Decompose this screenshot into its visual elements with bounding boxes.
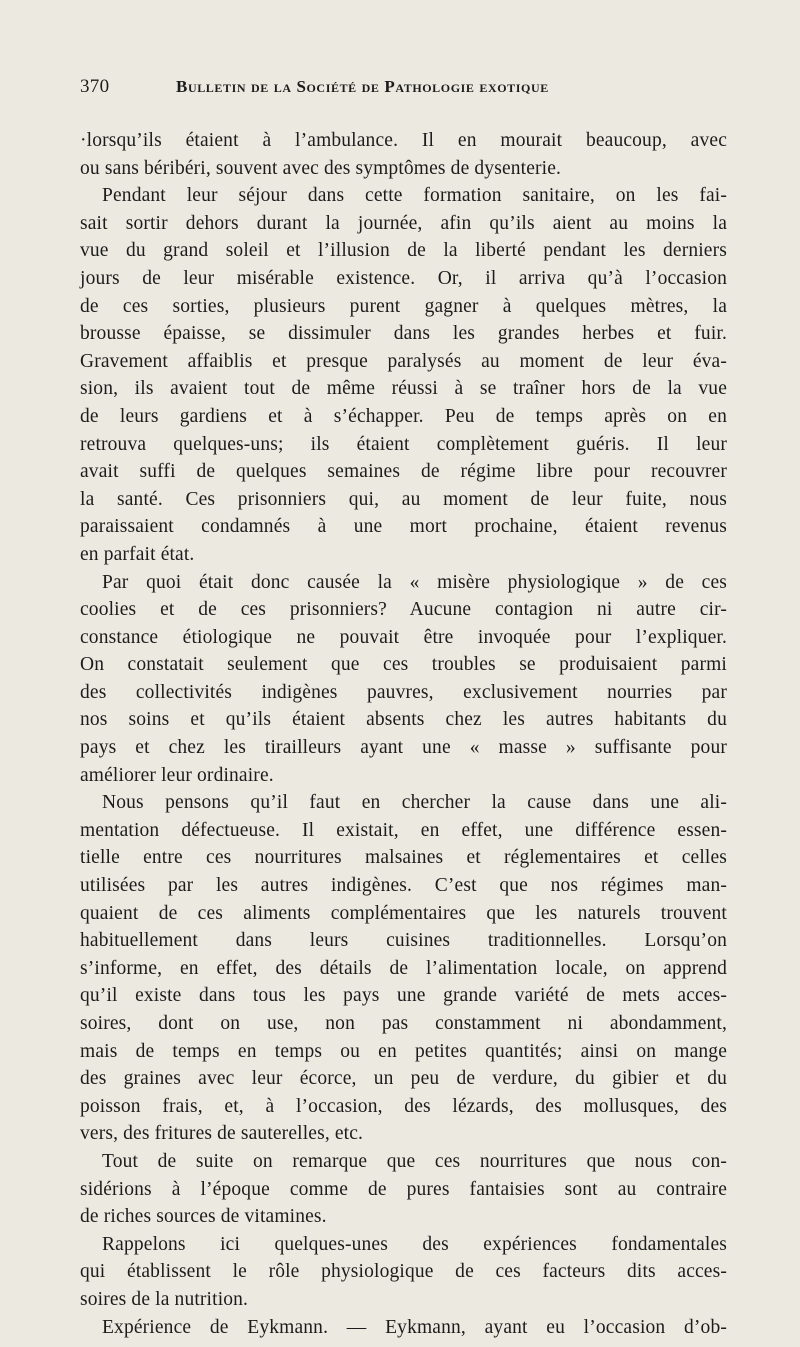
text-line: tielle entre ces nourritures malsaines et réglementaires et celles bbox=[80, 847, 727, 869]
text-line: paraissaient condamnés à une mort prochaine, étaient revenus bbox=[80, 516, 727, 538]
text-line: ·lorsqu’ils étaient à l’ambulance. Il en mourait beaucoup, avec bbox=[80, 130, 727, 151]
text-line: sidérions à l’époque comme de pures fantaisies sont au contraire bbox=[80, 1178, 727, 1200]
text-line: Par quoi était donc causée la « misère physiologique » de ces bbox=[102, 571, 727, 593]
text-line: des graines avec leur écorce, un peu de verdure, du gibier et du bbox=[80, 1068, 727, 1090]
text-line: Gravement affaiblis et presque paralysés au moment de leur éva- bbox=[80, 350, 727, 372]
text-line: vers, des fritures de sauterelles, etc. bbox=[80, 1123, 364, 1145]
text-line: coolies et de ces prisonniers? Aucune contagion ni autre cir- bbox=[80, 599, 727, 621]
text-line: retrouva quelques-uns; ils étaient complètement guéris. Il leur bbox=[80, 433, 727, 455]
text-line: Tout de suite on remarque que ces nourritures que nous con- bbox=[102, 1150, 727, 1172]
text-line: mentation défectueuse. Il existait, en effet, une différence essen- bbox=[80, 819, 727, 841]
page-header bbox=[80, 76, 730, 100]
text-line: avait suffi de quelques semaines de régime libre pour recouvrer bbox=[80, 461, 727, 483]
text-line: poisson frais, et, à l’occasion, des lézards, des mollusques, des bbox=[80, 1095, 727, 1117]
text-line: sait sortir dehors durant la journée, afin qu’ils aient au moins la bbox=[80, 212, 727, 234]
text-line: en parfait état. bbox=[80, 543, 195, 565]
text-line: qui établissent le rôle physiologique de ces facteurs dits acces- bbox=[80, 1261, 727, 1283]
text-line: nos soins et qu’ils étaient absents chez les autres habitants du bbox=[80, 709, 727, 731]
text-line: jours de leur misérable existence. Or, il arriva qu’à l’occasion bbox=[80, 267, 727, 289]
page-number: 370 bbox=[80, 76, 110, 97]
text-line: vue du grand soleil et l’illusion de la liberté pendant les derniers bbox=[80, 240, 727, 262]
text-line: qu’il existe dans tous les pays une grande variété de mets acces- bbox=[80, 985, 727, 1007]
text-line: utilisées par les autres indigènes. C’est que nos régimes man- bbox=[80, 875, 727, 897]
text-line: Expérience de Eykmann. — Eykmann, ayant eu l’occasion d’ob- bbox=[102, 1316, 727, 1338]
text-line: soires de la nutrition. bbox=[80, 1288, 249, 1310]
text-line: Rappelons ici quelques-unes des expériences fondamentales bbox=[102, 1233, 727, 1255]
text-line: Pendant leur séjour dans cette formation sanitaire, on les fai- bbox=[102, 185, 727, 207]
text-line: améliorer leur ordinaire. bbox=[80, 764, 274, 786]
text-line: Nous pensons qu’il faut en chercher la cause dans une ali- bbox=[102, 792, 727, 814]
text-line: pays et chez les tirailleurs ayant une « masse » suffisante pour bbox=[80, 737, 727, 759]
text-line: la santé. Ces prisonniers qui, au moment de leur fuite, nous bbox=[80, 488, 727, 510]
text-line: brousse épaisse, se dissimuler dans les grandes herbes et fuir. bbox=[80, 323, 727, 345]
text-line: soires, dont on use, non pas constamment ni abondamment, bbox=[80, 1013, 727, 1034]
text-line: des collectivités indigènes pauvres, exclusivement nourries par bbox=[80, 681, 727, 703]
running-title: Bulletin de la Société de Pathologie exotique bbox=[176, 77, 549, 96]
text-line: ou sans béribéri, souvent avec des symptômes de dysenterie. bbox=[80, 157, 562, 179]
text-line: de leurs gardiens et à s’échapper. Peu de temps après on en bbox=[80, 405, 727, 427]
text-line: de riches sources de vitamines. bbox=[80, 1206, 327, 1228]
text-line: mais de temps en temps ou en petites quantités; ainsi on mange bbox=[80, 1040, 727, 1062]
text-line: s’informe, en effet, des détails de l’alimentation locale, on apprend bbox=[80, 957, 727, 979]
body-text bbox=[80, 127, 727, 1341]
text-line: sion, ils avaient tout de même réussi à se traîner hors de la vue bbox=[80, 378, 727, 400]
text-line: constance étiologique ne pouvait être invoquée pour l’expliquer. bbox=[80, 626, 727, 648]
text-line: quaient de ces aliments complémentaires que les naturels trouvent bbox=[80, 902, 727, 924]
text-line: habituellement dans leurs cuisines traditionnelles. Lorsqu’on bbox=[80, 930, 727, 952]
text-line: On constatait seulement que ces troubles se produisaient parmi bbox=[80, 654, 727, 676]
text-line: de ces sorties, plusieurs purent gagner à quelques mètres, la bbox=[80, 295, 727, 317]
